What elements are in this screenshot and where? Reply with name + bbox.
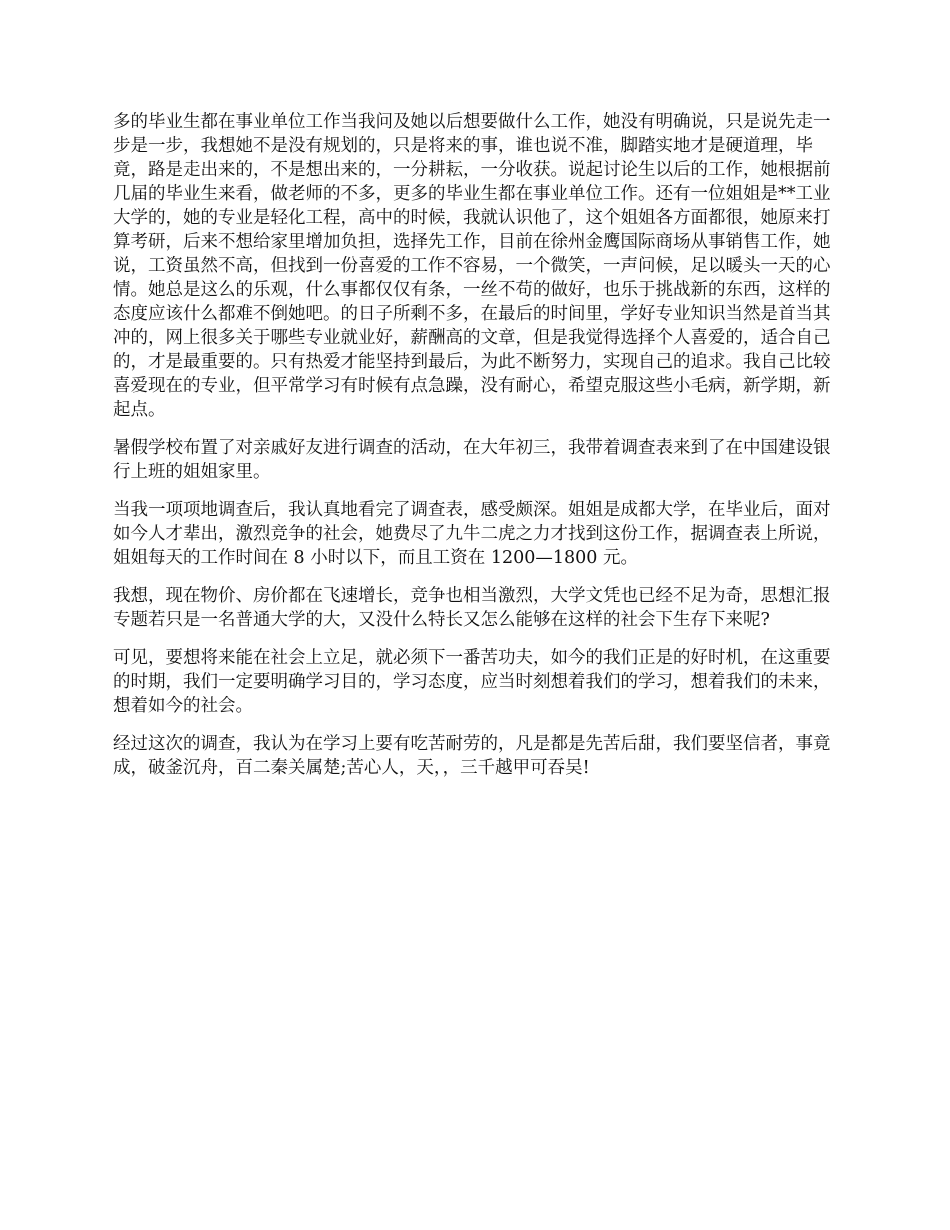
paragraph-3: 当我一项项地调查后，我认真地看完了调查表，感受颇深。姐姐是成都大学，在毕业后，面对如今人才辈出，激烈竞争的社会，她费尽了九牛二虎之力才找到这份工作，据调查表上所说，姐姐每天的工作时间在 8 小时以下，而且工资在 1200—1800 元。	[113, 500, 831, 568]
paragraph-1: 多的毕业生都在事业单位工作当我问及她以后想要做什么工作，她没有明确说，只是说先走一步是一步，我想她不是没有规划的，只是将来的事，谁也说不准，脚踏实地才是硬道理，毕竟，路是走出来的，不是想出来的，一分耕耘，一分收获。说起讨论生以后的工作，她根据前几届的毕业生来看，做老师的不多，更多的毕业生都在事业单位工作。还有一位姐姐是**工业大学的，她的专业是轻化工程，高中的时候，我就认识他了，这个姐姐各方面都很，她原来打算考研，后来不想给家里增加负担，选择先工作，目前在徐州金鹰国际商场从事销售工作，她说，工资虽然不高，但找到一份喜爱的工作不容易，一个微笑，一声问候，足以暖头一天的心情。她总是这么的乐观，什么事都仅仅有条，一丝不苟的做好，也乐于挑战新的东西，这样的态度应该什么都难不倒她吧。的日子所剩不多，在最后的时间里，学好专业知识当然是首当其冲的，网上很多关于哪些专业就业好，薪酬高的文章，但是我觉得选择个人喜爱的，适合自己的，才是最重要的。只有热爱才能坚持到最后，为此不断努力，实现自己的追求。我自己比较喜爱现在的专业，但平常学习有时候有点急躁，没有耐心，希望克服这些小毛病，新学期，新起点。	[113, 112, 831, 420]
document-body	[113, 110, 843, 794]
paragraph-4: 我想，现在物价、房价都在飞速增长，竞争也相当激烈，大学文凭也已经不足为奇，思想汇报专题若只是一名普通大学的大，又没什么特长又怎么能够在这样的社会下生存下来呢?	[113, 586, 831, 630]
paragraph-6: 经过这次的调查，我认为在学习上要有吃苦耐劳的，凡是都是先苦后甜，我们要坚信者，事竟成，破釜沉舟，百二秦关属楚;苦心人，天，，三千越甲可吞吴!	[113, 734, 831, 778]
paragraph-2: 暑假学校布置了对亲戚好友进行调查的活动，在大年初三，我带着调查表来到了在中国建设银行上班的姐姐家里。	[113, 438, 831, 482]
paragraph-5: 可见，要想将来能在社会上立足，就必须下一番苦功夫，如今的我们正是的好时机，在这重要的时期，我们一定要明确学习目的，学习态度，应当时刻想着我们的学习，想着我们的未来，想着如今的社会。	[113, 648, 831, 716]
